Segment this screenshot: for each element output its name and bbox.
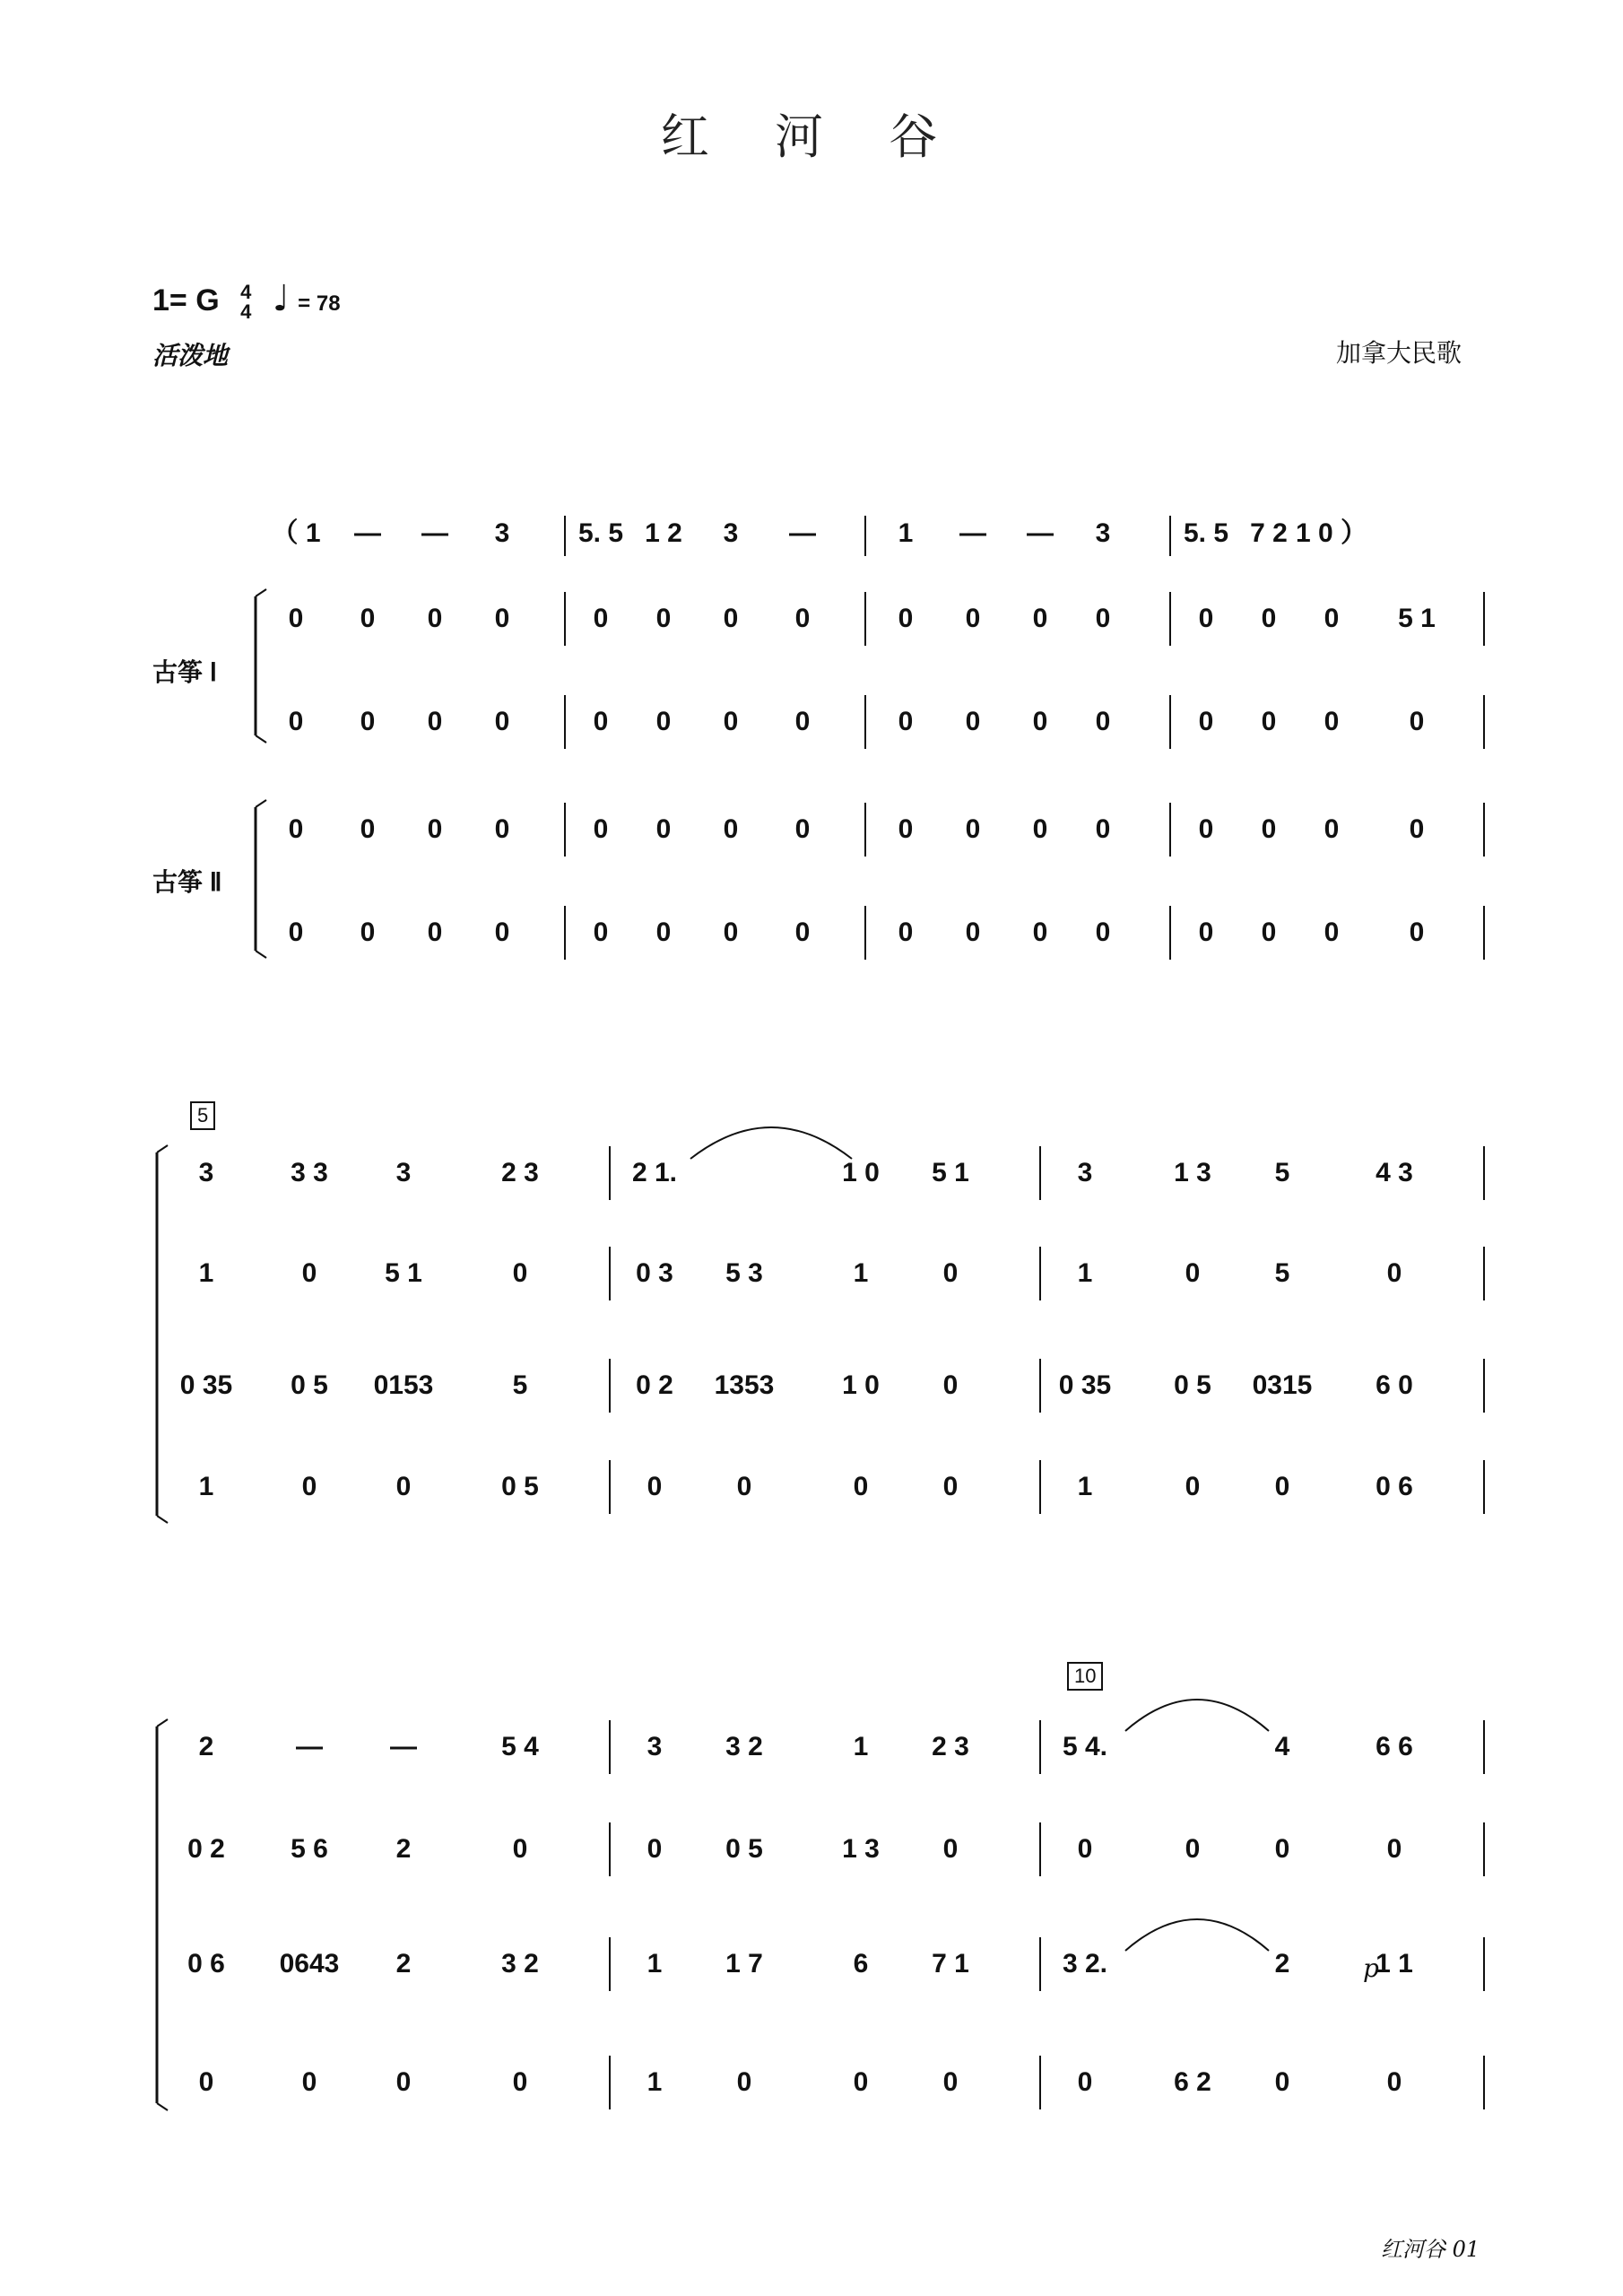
note-beat: 1 0 (842, 1370, 880, 1400)
instrument-label-1: 古筝 Ⅰ (152, 658, 218, 686)
time-signature-bottom: 4 (240, 300, 252, 324)
note-beat: 0 (1386, 1834, 1402, 1864)
note-beat: 5 (1274, 1158, 1290, 1187)
note-beat: 1 (853, 1258, 869, 1288)
note-beat: — (296, 1732, 323, 1761)
note-beat: 0 6 (1376, 1472, 1413, 1501)
note-beat: 2 3 (501, 1158, 539, 1187)
note-beat: 3 (1095, 518, 1111, 548)
note-beat: 2 (395, 1949, 412, 1979)
note-beat: 0 (723, 604, 739, 633)
note-beat: — (354, 518, 381, 548)
note-beat: 0 (723, 814, 739, 844)
note-beat: 0 (1261, 814, 1277, 844)
note-beat: 3 3 (291, 1158, 328, 1187)
note-beat: 2 (1274, 1949, 1290, 1979)
note-beat: 0 (1032, 814, 1048, 844)
note-beat: 0 5 (291, 1370, 328, 1400)
note-beat: 0 (494, 918, 510, 947)
note-beat: 0643 (279, 1949, 340, 1979)
note-beat: 2 (395, 1834, 412, 1864)
note-beat: — (959, 518, 986, 548)
bracket-hook (157, 1516, 168, 1523)
note-beat: 0 (1409, 814, 1425, 844)
note-beat: 0 (494, 707, 510, 736)
note-beat: 0 (288, 707, 304, 736)
note-beat: 0 (942, 1834, 959, 1864)
note-beat: 0 (395, 1472, 412, 1501)
rehearsal-mark-5: 5 (190, 1101, 215, 1130)
instrument-label-2: 古筝 Ⅱ (152, 868, 222, 896)
note-beat: 0 (360, 918, 376, 947)
note-beat: 1 (198, 1472, 214, 1501)
bracket-hook (256, 589, 266, 596)
note-beat: 0 (655, 814, 672, 844)
note-beat: 0 (736, 1472, 752, 1501)
note-beat: 5 1 (385, 1258, 422, 1288)
bracket-hook (256, 951, 266, 958)
note-beat: 0 35 (179, 1370, 233, 1400)
note-beat: 0 (1409, 918, 1425, 947)
note-beat: — (421, 518, 448, 548)
note-beat: 0 (512, 1834, 528, 1864)
note-beat: 0 (1409, 707, 1425, 736)
note-beat: 1 (1077, 1258, 1093, 1288)
note-beat: 7 1 (932, 1949, 969, 1979)
note-beat: 0 35 (1058, 1370, 1112, 1400)
note-beat: 3 (494, 518, 510, 548)
score-title: 红 河 谷 (660, 109, 963, 165)
note-beat: 5 6 (291, 1834, 328, 1864)
note-beat: 1 0 (842, 1158, 880, 1187)
note-beat: 0 (794, 814, 811, 844)
note-beat: 0 (288, 814, 304, 844)
note-beat: 0 (736, 2067, 752, 2097)
note-beat: 0 (853, 2067, 869, 2097)
bracket-hook (157, 1145, 168, 1152)
note-beat: 0 (794, 604, 811, 633)
note-beat: 6 6 (1376, 1732, 1413, 1761)
note-beat: 0 (1185, 1258, 1201, 1288)
note-beat: 0 (1095, 707, 1111, 736)
note-beat: 0 (494, 814, 510, 844)
note-beat: 0315 (1252, 1370, 1313, 1400)
note-beat: （ 1 (271, 518, 321, 548)
note-beat: — (390, 1732, 417, 1761)
note-beat: 0 (427, 707, 443, 736)
note-beat: 0 (593, 814, 609, 844)
note-beat: 4 (1274, 1732, 1290, 1761)
note-beat: 1 7 (725, 1949, 763, 1979)
note-beat: 0 (942, 1472, 959, 1501)
note-beat: 3 2 (725, 1732, 763, 1761)
note-beat: 0 (647, 1472, 663, 1501)
note-beat: 0 (898, 814, 914, 844)
note-beat: 0 (1386, 1258, 1402, 1288)
note-beat: 0 (1274, 2067, 1290, 2097)
note-beat: 0 (1198, 604, 1214, 633)
note-beat: 0 (1095, 814, 1111, 844)
note-beat: 0 (1077, 1834, 1093, 1864)
note-beat: 0 5 (501, 1472, 539, 1501)
note-beat: 0 (1274, 1472, 1290, 1501)
note-beat: 0 5 (725, 1834, 763, 1864)
quarter-note-icon: ♩ (272, 278, 290, 319)
note-beat: 0 (898, 918, 914, 947)
note-beat: 1 1 (1376, 1949, 1413, 1979)
note-beat: 0 (794, 918, 811, 947)
note-beat: 0 (853, 1472, 869, 1501)
note-beat: 0 (965, 604, 981, 633)
note-beat: 0 (360, 814, 376, 844)
song-origin: 加拿大民歌 (1336, 338, 1462, 368)
note-beat: 3 (647, 1732, 663, 1761)
note-beat: 1 3 (1174, 1158, 1211, 1187)
expression-mark: 活泼地 (152, 342, 229, 370)
note-beat: 0 (655, 604, 672, 633)
note-beat: 0 (1324, 604, 1340, 633)
note-beat: 0 (794, 707, 811, 736)
tempo-value: = 78 (298, 291, 341, 316)
note-beat: 0 6 (187, 1949, 225, 1979)
tie-arc-system3-top (1125, 1700, 1269, 1731)
note-beat: 0 3 (636, 1258, 673, 1288)
note-beat: 7 2 (1250, 518, 1288, 548)
note-beat: 0 (655, 707, 672, 736)
note-beat: 1 (898, 518, 914, 548)
note-beat: 0 (1032, 604, 1048, 633)
key-signature: 1= G (152, 283, 220, 317)
note-beat: 0 (301, 1472, 317, 1501)
note-beat: 0 (1324, 707, 1340, 736)
note-beat: 0 (288, 918, 304, 947)
note-beat: 0 (1185, 1472, 1201, 1501)
tie-arc-system2 (690, 1127, 852, 1159)
note-beat: 0 (1274, 1834, 1290, 1864)
note-beat: 5 (1274, 1258, 1290, 1288)
note-beat: 1 2 (645, 518, 682, 548)
note-beat: 3 2. (1062, 1949, 1108, 1979)
note-beat: 0153 (373, 1370, 434, 1400)
note-beat: 1 (647, 1949, 663, 1979)
note-beat: 3 (723, 518, 739, 548)
note-beat: 0 (593, 918, 609, 947)
note-beat: 6 0 (1376, 1370, 1413, 1400)
note-beat: 0 (965, 918, 981, 947)
note-beat: 0 2 (187, 1834, 225, 1864)
page-footer: 红河谷 01 (1381, 2237, 1480, 2262)
bracket-hook (157, 2103, 168, 2110)
note-beat: 0 (198, 2067, 214, 2097)
note-beat: 1 (198, 1258, 214, 1288)
bracket-hook (256, 800, 266, 807)
note-beat: 0 (301, 2067, 317, 2097)
note-beat: 0 (288, 604, 304, 633)
note-beat: 0 (427, 604, 443, 633)
note-beat: 0 (360, 604, 376, 633)
note-beat: 0 (593, 604, 609, 633)
bracket-hook (157, 1719, 168, 1726)
note-beat: 3 (198, 1158, 214, 1187)
note-beat: 0 5 (1174, 1370, 1211, 1400)
note-beat: 0 (942, 1258, 959, 1288)
note-beat: 0 (301, 1258, 317, 1288)
note-beat: 0 (1198, 707, 1214, 736)
note-beat: 6 (853, 1949, 869, 1979)
time-signature-top: 4 (240, 281, 252, 304)
note-beat: 2 1. (631, 1158, 678, 1187)
note-beat: 0 (512, 1258, 528, 1288)
note-beat: 0 2 (636, 1370, 673, 1400)
note-beat: 0 (494, 604, 510, 633)
note-beat: 0 (1324, 918, 1340, 947)
note-beat: 5 3 (725, 1258, 763, 1288)
note-beat: 0 (655, 918, 672, 947)
note-beat: 0 (427, 918, 443, 947)
note-beat: 1353 (714, 1370, 775, 1400)
note-beat: 0 (427, 814, 443, 844)
note-beat: 0 (1386, 2067, 1402, 2097)
note-beat: 0 (942, 1370, 959, 1400)
note-beat: 0 (965, 707, 981, 736)
note-beat: 5 1 (932, 1158, 969, 1187)
note-beat: 0 (1095, 604, 1111, 633)
note-beat: 0 (1198, 918, 1214, 947)
note-beat: 1 (1077, 1472, 1093, 1501)
note-beat: 3 (395, 1158, 412, 1187)
note-beat: 0 (593, 707, 609, 736)
note-beat: 2 (198, 1732, 214, 1761)
note-beat: 5. 5 (577, 518, 624, 548)
note-beat: 0 (1198, 814, 1214, 844)
note-beat: 0 (1095, 918, 1111, 947)
note-beat: 4 3 (1376, 1158, 1413, 1187)
note-beat: 0 (898, 707, 914, 736)
note-beat: 1 3 (842, 1834, 880, 1864)
note-beat: 0 (1324, 814, 1340, 844)
note-beat: 0 (1185, 1834, 1201, 1864)
note-beat: 5. 5 (1183, 518, 1229, 548)
tie-arc-system3-bottom (1125, 1919, 1269, 1951)
note-beat: 0 (1261, 707, 1277, 736)
note-beat: 1 0 ） (1295, 518, 1368, 548)
note-beat: 0 (647, 1834, 663, 1864)
note-beat: 0 (965, 814, 981, 844)
note-beat: 1 (853, 1732, 869, 1761)
note-beat: 2 3 (932, 1732, 969, 1761)
note-beat: 5 1 (1398, 604, 1436, 633)
note-beat: 0 (512, 2067, 528, 2097)
note-beat: — (1027, 518, 1054, 548)
dynamic-piano: p (1363, 1953, 1379, 1983)
note-beat: 0 (1032, 707, 1048, 736)
note-beat: 0 (395, 2067, 412, 2097)
note-beat: 6 2 (1174, 2067, 1211, 2097)
note-beat: 5 4. (1062, 1732, 1108, 1761)
note-beat: 3 2 (501, 1949, 539, 1979)
note-beat: 5 (512, 1370, 528, 1400)
note-beat: 0 (360, 707, 376, 736)
rehearsal-mark-10: 10 (1067, 1662, 1103, 1691)
note-beat: 0 (1261, 918, 1277, 947)
note-beat: 1 (647, 2067, 663, 2097)
note-beat: 5 4 (501, 1732, 539, 1761)
note-beat: 0 (1032, 918, 1048, 947)
note-beat: 0 (723, 918, 739, 947)
note-beat: — (789, 518, 816, 548)
note-beat: 0 (898, 604, 914, 633)
note-beat: 0 (1077, 2067, 1093, 2097)
note-beat: 0 (723, 707, 739, 736)
note-beat: 0 (942, 2067, 959, 2097)
note-beat: 3 (1077, 1158, 1093, 1187)
note-beat: 0 (1261, 604, 1277, 633)
